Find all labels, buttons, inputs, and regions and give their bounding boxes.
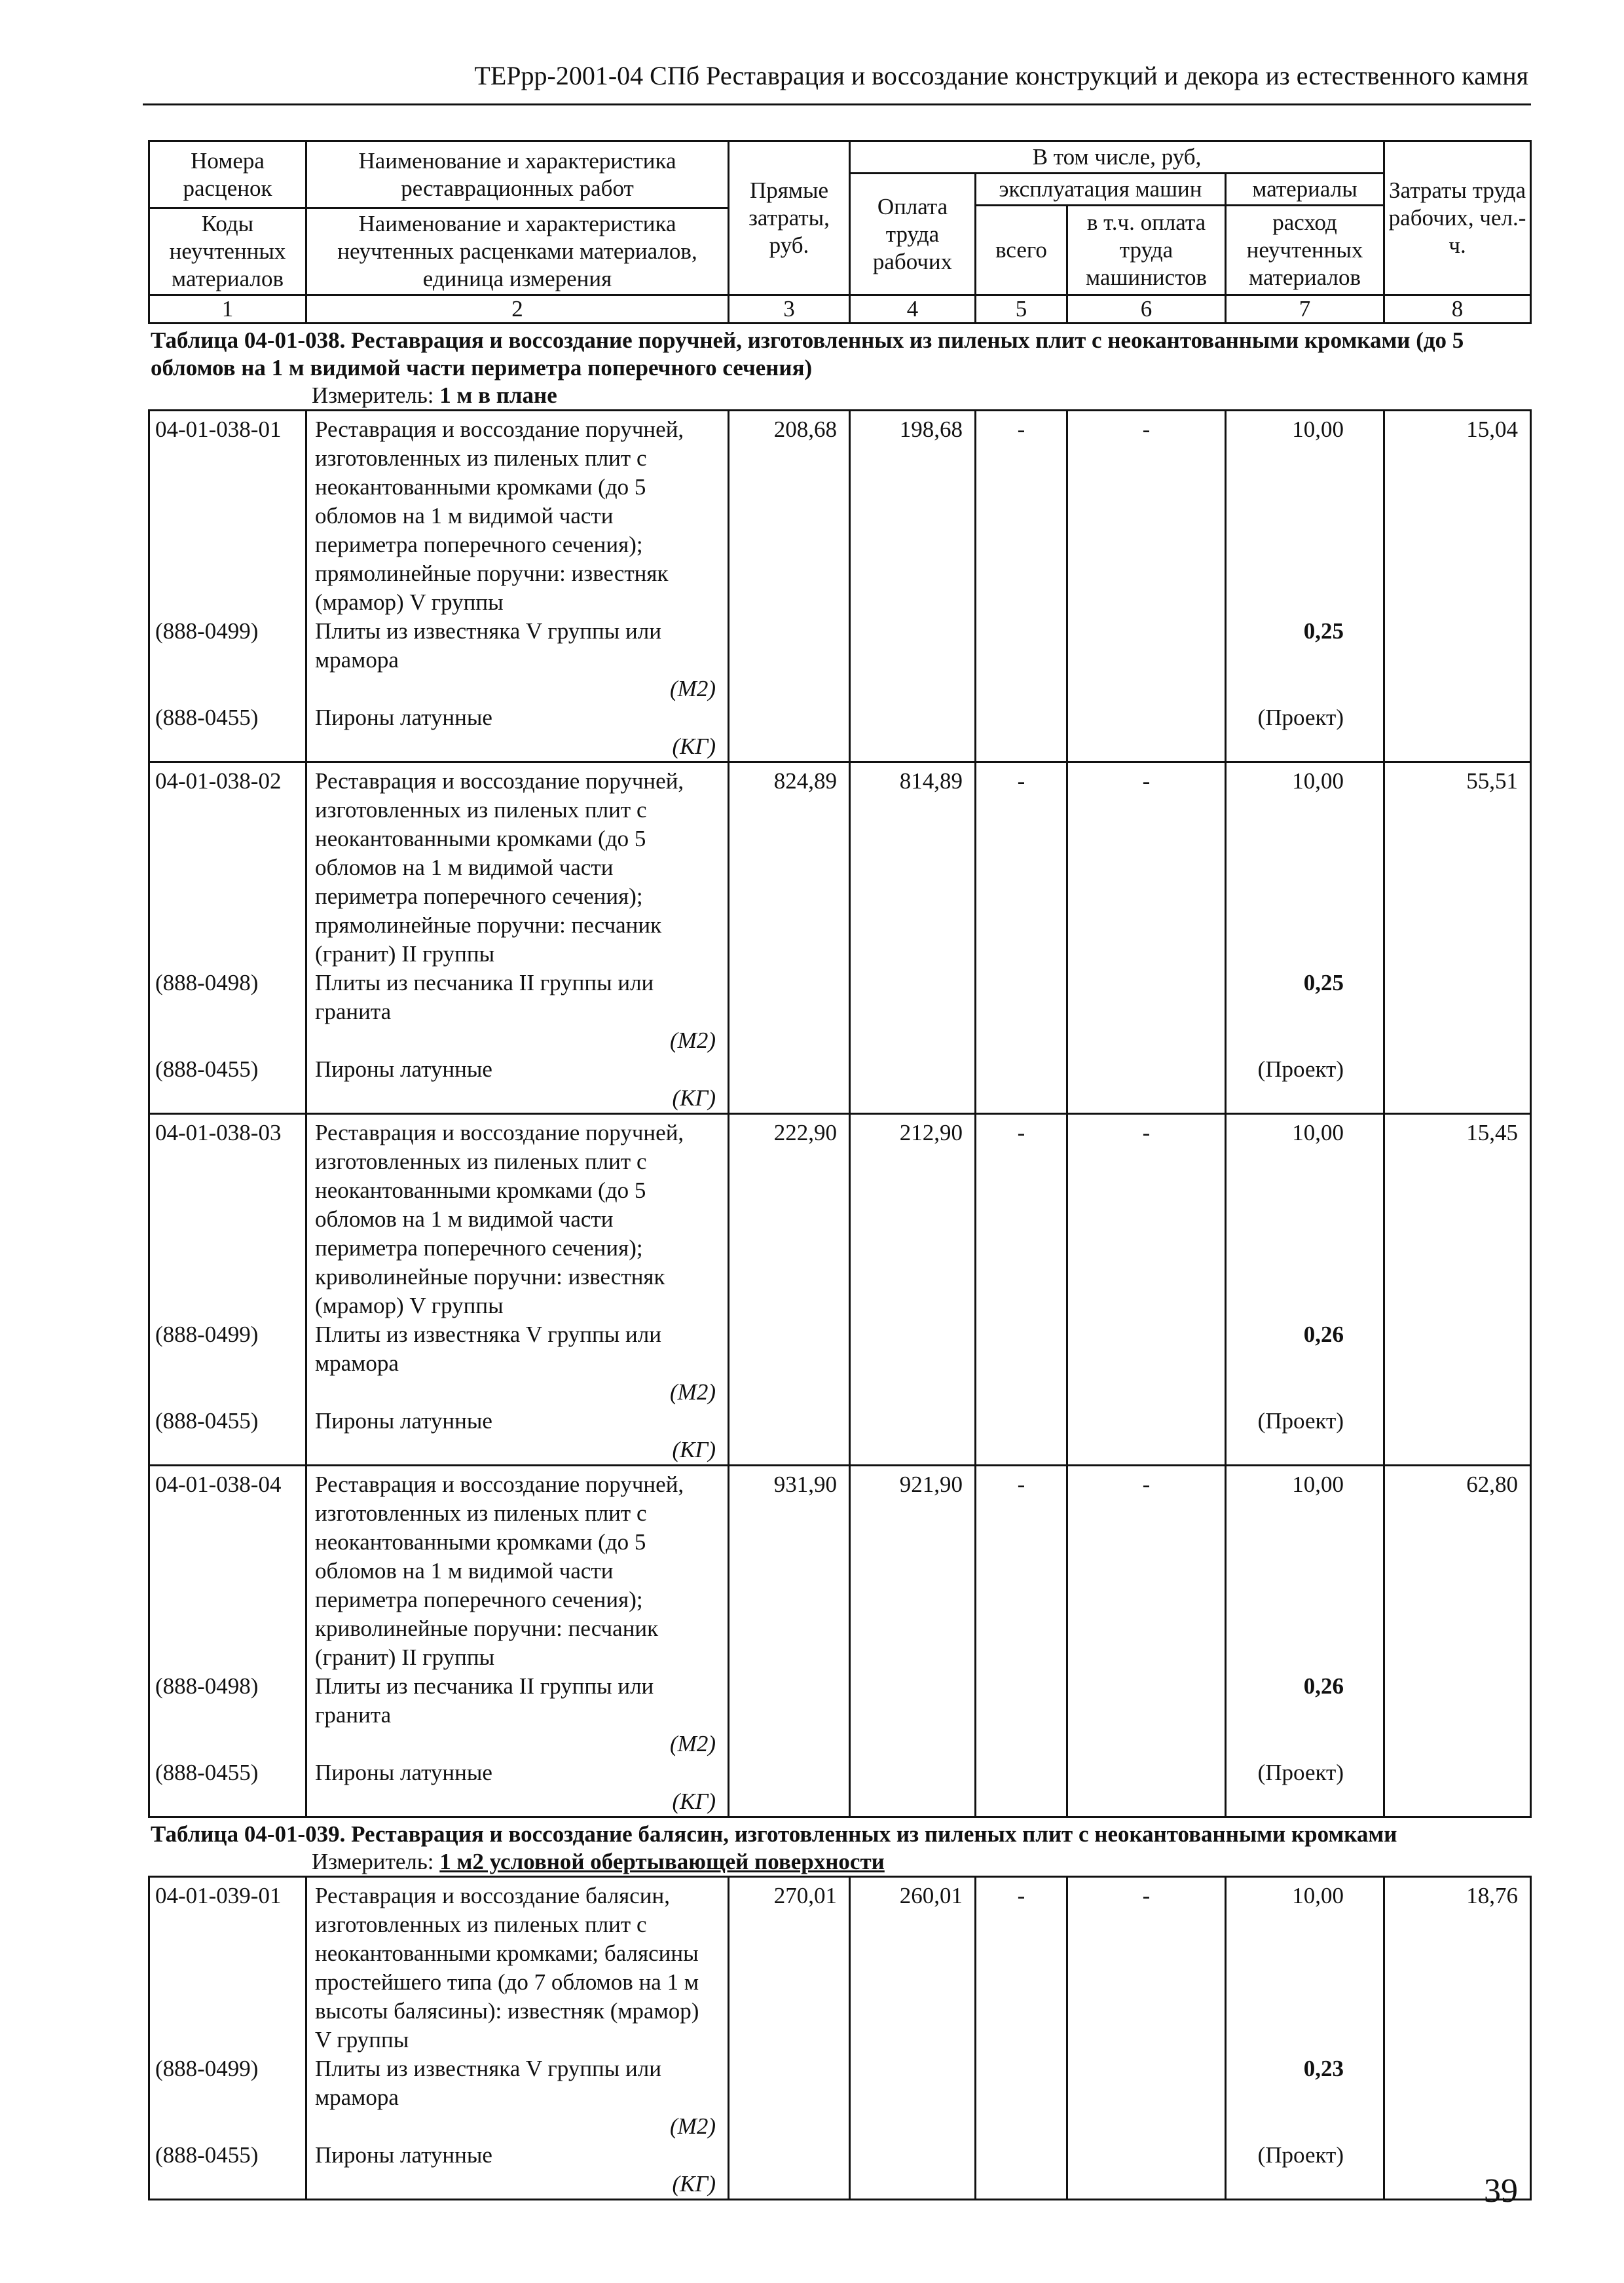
document-body [148,140,1530,2200]
empty-cell [1067,969,1226,1055]
empty-cell [850,969,976,1055]
material-unit: (КГ) [672,733,716,759]
material-name: Плиты из песчаника II группы или гранита [315,970,654,1024]
empty-cell [976,1320,1067,1407]
rate-table [148,409,1532,1818]
material-code: (888-0499) [149,2054,306,2141]
work-description: Реставрация и воссоздание поручней, изготовленных из пиленых плит с неокантованными кромками (до 5 обломов на 1 м видимой части периметра поперечного сечения); прямолинейные поручни: известняк (мрамор) V группы [306,411,729,618]
material-code: (888-0455) [149,1758,306,1817]
measure-value: 1 м в плане [439,382,557,408]
direct-costs: 824,89 [729,762,850,969]
empty-cell [1067,1758,1226,1817]
work-description: Реставрация и воссоздание поручней, изготовленных из пиленых плит с неокантованными кромками (до 5 обломов на 1 м видимой части периметра поперечного сечения); криволинейные поручни: песчаник (гранит) II группы [306,1466,729,1673]
material-cell [306,1672,729,1758]
empty-cell [1067,1407,1226,1466]
material-code: (888-0498) [149,1672,306,1758]
direct-costs: 270,01 [729,1877,850,2055]
labor-hours: 55,51 [1384,762,1531,969]
empty-cell [1067,1055,1226,1114]
labor-pay: 212,90 [850,1114,976,1321]
materials-cost: 10,00 [1226,1877,1384,2055]
column-number: 6 [1067,295,1226,324]
measure-line [148,382,1530,409]
empty-cell [1384,703,1531,762]
material-cell [306,2141,729,2200]
empty-cell [1384,969,1531,1055]
material-code: (888-0455) [149,703,306,762]
machines-total: - [976,1877,1067,2055]
measure-label: Измеритель: [312,382,434,408]
table-header [148,140,1532,324]
empty-cell [729,1758,850,1817]
empty-cell [729,1055,850,1114]
empty-cell [1384,1758,1531,1817]
material-row [149,1055,1531,1114]
material-name: Пироны латунные [315,2142,492,2168]
empty-cell [1067,1320,1226,1407]
labor-pay: 921,90 [850,1466,976,1673]
header-labor-hours: Затраты труда рабочих, чел.-ч. [1384,141,1531,295]
operators-pay: - [1067,762,1226,969]
material-name: Плиты из песчаника II группы или гранита [315,1673,654,1728]
material-name: Пироны латунные [315,705,492,730]
material-cell [306,617,729,703]
operators-pay: - [1067,1877,1226,2055]
material-row [149,969,1531,1055]
material-cell [306,703,729,762]
material-name: Пироны латунные [315,1408,492,1434]
table-row [149,762,1531,969]
material-name: Пироны латунные [315,1760,492,1785]
direct-costs: 208,68 [729,411,850,618]
material-cell [306,1320,729,1407]
machines-total: - [976,1114,1067,1321]
table-row [149,1877,1531,2055]
machines-total: - [976,1466,1067,1673]
measure-line [148,1848,1530,1876]
material-unit: (М2) [670,2113,716,2139]
empty-cell [1067,617,1226,703]
machines-total: - [976,411,1067,618]
material-row [149,1320,1531,1407]
empty-cell [1067,2054,1226,2141]
material-unit: (М2) [670,676,716,701]
header-machines-total: всего [976,206,1067,295]
material-unit: (КГ) [672,1085,716,1111]
empty-cell [1384,1055,1531,1114]
header-material-codes: Коды неучтенных материалов [149,208,306,295]
rate-code: 04-01-038-02 [149,762,306,969]
materials-cost: 10,00 [1226,1114,1384,1321]
labor-pay: 198,68 [850,411,976,618]
operators-pay: - [1067,1466,1226,1673]
empty-cell [976,1758,1067,1817]
column-number: 5 [976,295,1067,324]
material-code: (888-0498) [149,969,306,1055]
empty-cell [729,1672,850,1758]
material-quantity: (Проект) [1226,2141,1384,2200]
column-number: 7 [1226,295,1384,324]
table-row [149,1114,1531,1321]
material-quantity: (Проект) [1226,1407,1384,1466]
empty-cell [1384,1407,1531,1466]
material-quantity: (Проект) [1226,703,1384,762]
rate-code: 04-01-038-04 [149,1466,306,1673]
labor-hours: 15,45 [1384,1114,1531,1321]
empty-cell [1067,703,1226,762]
empty-cell [729,703,850,762]
material-cell [306,1055,729,1114]
page-header: ТЕРрр-2001-04 СПб Реставрация и воссоздание конструкций и декора из естественного камня [474,61,1528,90]
column-number: 4 [850,295,976,324]
rate-code: 04-01-038-03 [149,1114,306,1321]
material-cell [306,969,729,1055]
empty-cell [1384,1320,1531,1407]
material-quantity: 0,23 [1226,2054,1384,2141]
material-quantity: 0,25 [1226,969,1384,1055]
empty-cell [850,703,976,762]
work-description: Реставрация и воссоздание поручней, изготовленных из пиленых плит с неокантованными кромками (до 5 обломов на 1 м видимой части периметра поперечного сечения); криволинейные поручни: известняк (мрамор) V группы [306,1114,729,1321]
column-number: 1 [149,295,306,324]
material-unit: (КГ) [672,2171,716,2197]
empty-cell [976,969,1067,1055]
rate-code: 04-01-038-01 [149,411,306,618]
empty-cell [729,2141,850,2200]
material-unit: (М2) [670,1379,716,1405]
empty-cell [976,2141,1067,2200]
header-rate-numbers: Номера расценок [149,141,306,208]
table-row [149,1466,1531,1673]
rate-table [148,1876,1532,2200]
material-code: (888-0455) [149,1407,306,1466]
empty-cell [729,969,850,1055]
machines-total: - [976,762,1067,969]
header-work-name: Наименование и характеристика реставрационных работ [306,141,729,208]
empty-cell [729,1320,850,1407]
material-cell [306,1407,729,1466]
page-number: 39 [1484,2172,1518,2210]
work-description: Реставрация и воссоздание балясин, изготовленных из пиленых плит с неокантованными кромками; балясины простейшего типа (до 7 обломов на 1 м высоты балясины): известняк (мрамор) V группы [306,1877,729,2055]
material-unit: (КГ) [672,1437,716,1462]
rate-code: 04-01-039-01 [149,1877,306,2055]
header-operators-pay: в т.ч. оплата труда машинистов [1067,206,1226,295]
empty-cell [1067,1672,1226,1758]
material-cell [306,1758,729,1817]
measure-label: Измеритель: [312,1849,434,1874]
empty-cell [729,617,850,703]
materials-cost: 10,00 [1226,1466,1384,1673]
empty-cell [976,617,1067,703]
empty-cell [729,1407,850,1466]
header-unaccounted-materials: расход неучтенных материалов [1226,206,1384,295]
material-name: Плиты из известняка V группы или мрамора [315,1322,661,1376]
column-number: 3 [729,295,850,324]
empty-cell [850,2141,976,2200]
header-direct-costs: Прямые затраты, руб. [729,141,850,295]
empty-cell [729,2054,850,2141]
rate-tables [148,324,1530,2200]
material-quantity: 0,26 [1226,1320,1384,1407]
empty-cell [850,1407,976,1466]
material-row [149,703,1531,762]
column-number: 8 [1384,295,1531,324]
empty-cell [850,1320,976,1407]
empty-cell [976,1407,1067,1466]
header-material-names: Наименование и характеристика неучтенных расценками материалов, единица измерения [306,208,729,295]
empty-cell [1384,617,1531,703]
empty-cell [850,1758,976,1817]
material-code: (888-0455) [149,1055,306,1114]
empty-cell [850,1055,976,1114]
header-materials: материалы [1226,174,1384,206]
material-code: (888-0455) [149,2141,306,2200]
material-code: (888-0499) [149,617,306,703]
material-code: (888-0499) [149,1320,306,1407]
material-unit: (М2) [670,1028,716,1053]
material-name: Плиты из известняка V группы или мрамора [315,618,661,673]
labor-hours: 18,76 [1384,1877,1531,2055]
labor-hours: 62,80 [1384,1466,1531,1673]
operators-pay: - [1067,1114,1226,1321]
header-divider [143,103,1531,105]
material-row [149,2054,1531,2141]
materials-cost: 10,00 [1226,411,1384,618]
measure-value: 1 м2 условной обертывающей поверхности [439,1849,885,1874]
empty-cell [976,2054,1067,2141]
header-machine-operation: эксплуатация машин [976,174,1226,206]
work-description: Реставрация и воссоздание поручней, изготовленных из пиленых плит с неокантованными кромками (до 5 обломов на 1 м видимой части периметра поперечного сечения); прямолинейные поручни: песчаник (гранит) II группы [306,762,729,969]
empty-cell [850,2054,976,2141]
table-caption: Таблица 04-01-039. Реставрация и воссоздание балясин, изготовленных из пиленых плит с неокантованными кромками [151,1821,1397,1847]
labor-pay: 260,01 [850,1877,976,2055]
material-row [149,2141,1531,2200]
empty-cell [1067,2141,1226,2200]
empty-cell [976,1672,1067,1758]
empty-cell [1384,1672,1531,1758]
empty-cell [850,1672,976,1758]
materials-cost: 10,00 [1226,762,1384,969]
material-unit: (М2) [670,1731,716,1756]
header-including-group: В том числе, руб, [850,141,1384,174]
table-caption: Таблица 04-01-038. Реставрация и воссоздание поручней, изготовленных из пиленых плит с неокантованными кромками (до 5 обломов на 1 м видимой части периметра поперечного сечения) [151,327,1464,380]
empty-cell [1384,2054,1531,2141]
material-unit: (КГ) [672,1789,716,1814]
material-row [149,1672,1531,1758]
direct-costs: 222,90 [729,1114,850,1321]
material-quantity: (Проект) [1226,1055,1384,1114]
material-cell [306,2054,729,2141]
material-quantity: (Проект) [1226,1758,1384,1817]
column-number: 2 [306,295,729,324]
material-name: Пироны латунные [315,1056,492,1082]
labor-hours: 15,04 [1384,411,1531,618]
labor-pay: 814,89 [850,762,976,969]
header-labor-pay: Оплата труда рабочих [850,174,976,295]
material-row [149,1407,1531,1466]
material-row [149,1758,1531,1817]
material-row [149,617,1531,703]
operators-pay: - [1067,411,1226,618]
direct-costs: 931,90 [729,1466,850,1673]
table-row [149,411,1531,618]
empty-cell [976,703,1067,762]
material-quantity: 0,25 [1226,617,1384,703]
material-quantity: 0,26 [1226,1672,1384,1758]
empty-cell [850,617,976,703]
empty-cell [976,1055,1067,1114]
material-name: Плиты из известняка V группы или мрамора [315,2056,661,2110]
